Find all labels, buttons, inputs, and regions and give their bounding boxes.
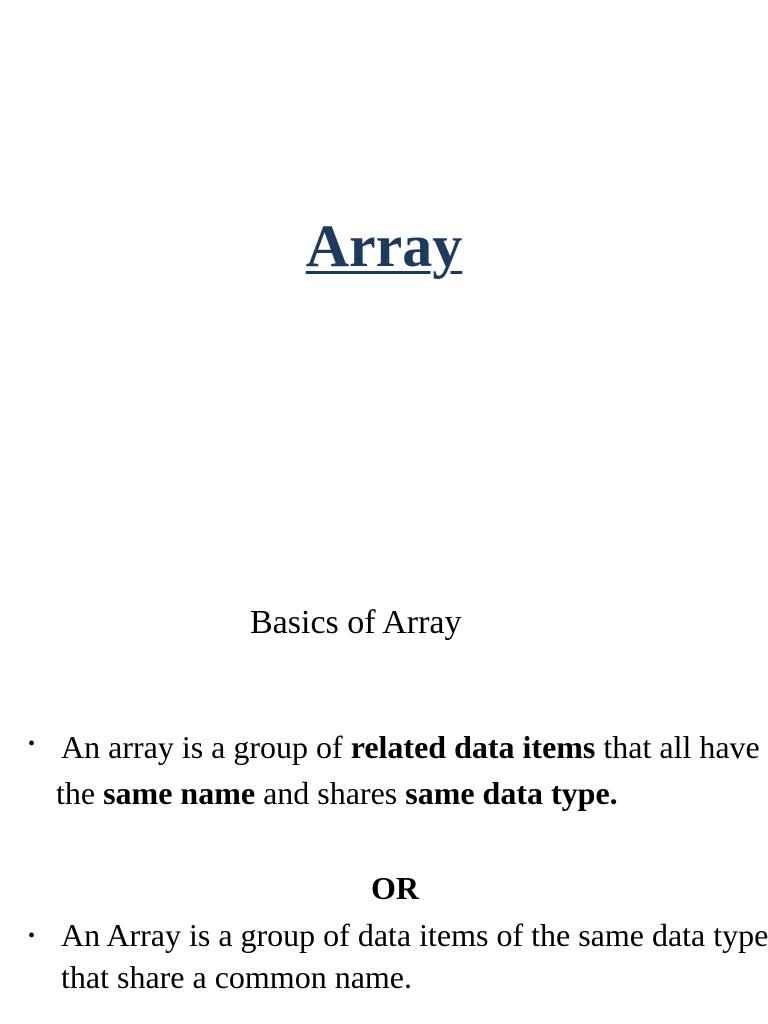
definition-1-bold-3: same data type.: [405, 775, 618, 811]
definition-paragraph-1: [56, 724, 766, 816]
bullet-icon: •: [28, 925, 36, 947]
definition-1-bold-1: related data items: [350, 729, 596, 765]
or-separator: OR: [371, 870, 419, 906]
definition-1-text-3: and shares: [255, 775, 406, 811]
bullet-icon: •: [28, 733, 36, 755]
definition-paragraph-2: An Array is a group of data items of the same data type that share a common name.: [61, 917, 768, 995]
slide-subtitle: Basics of Array: [250, 604, 462, 641]
definition-1-bold-2: same name: [103, 775, 256, 811]
definition-1-text-1: An array is a group of: [61, 729, 351, 765]
definition-1-text-2: that all have the: [56, 729, 760, 811]
slide-title: Array: [305, 213, 463, 279]
